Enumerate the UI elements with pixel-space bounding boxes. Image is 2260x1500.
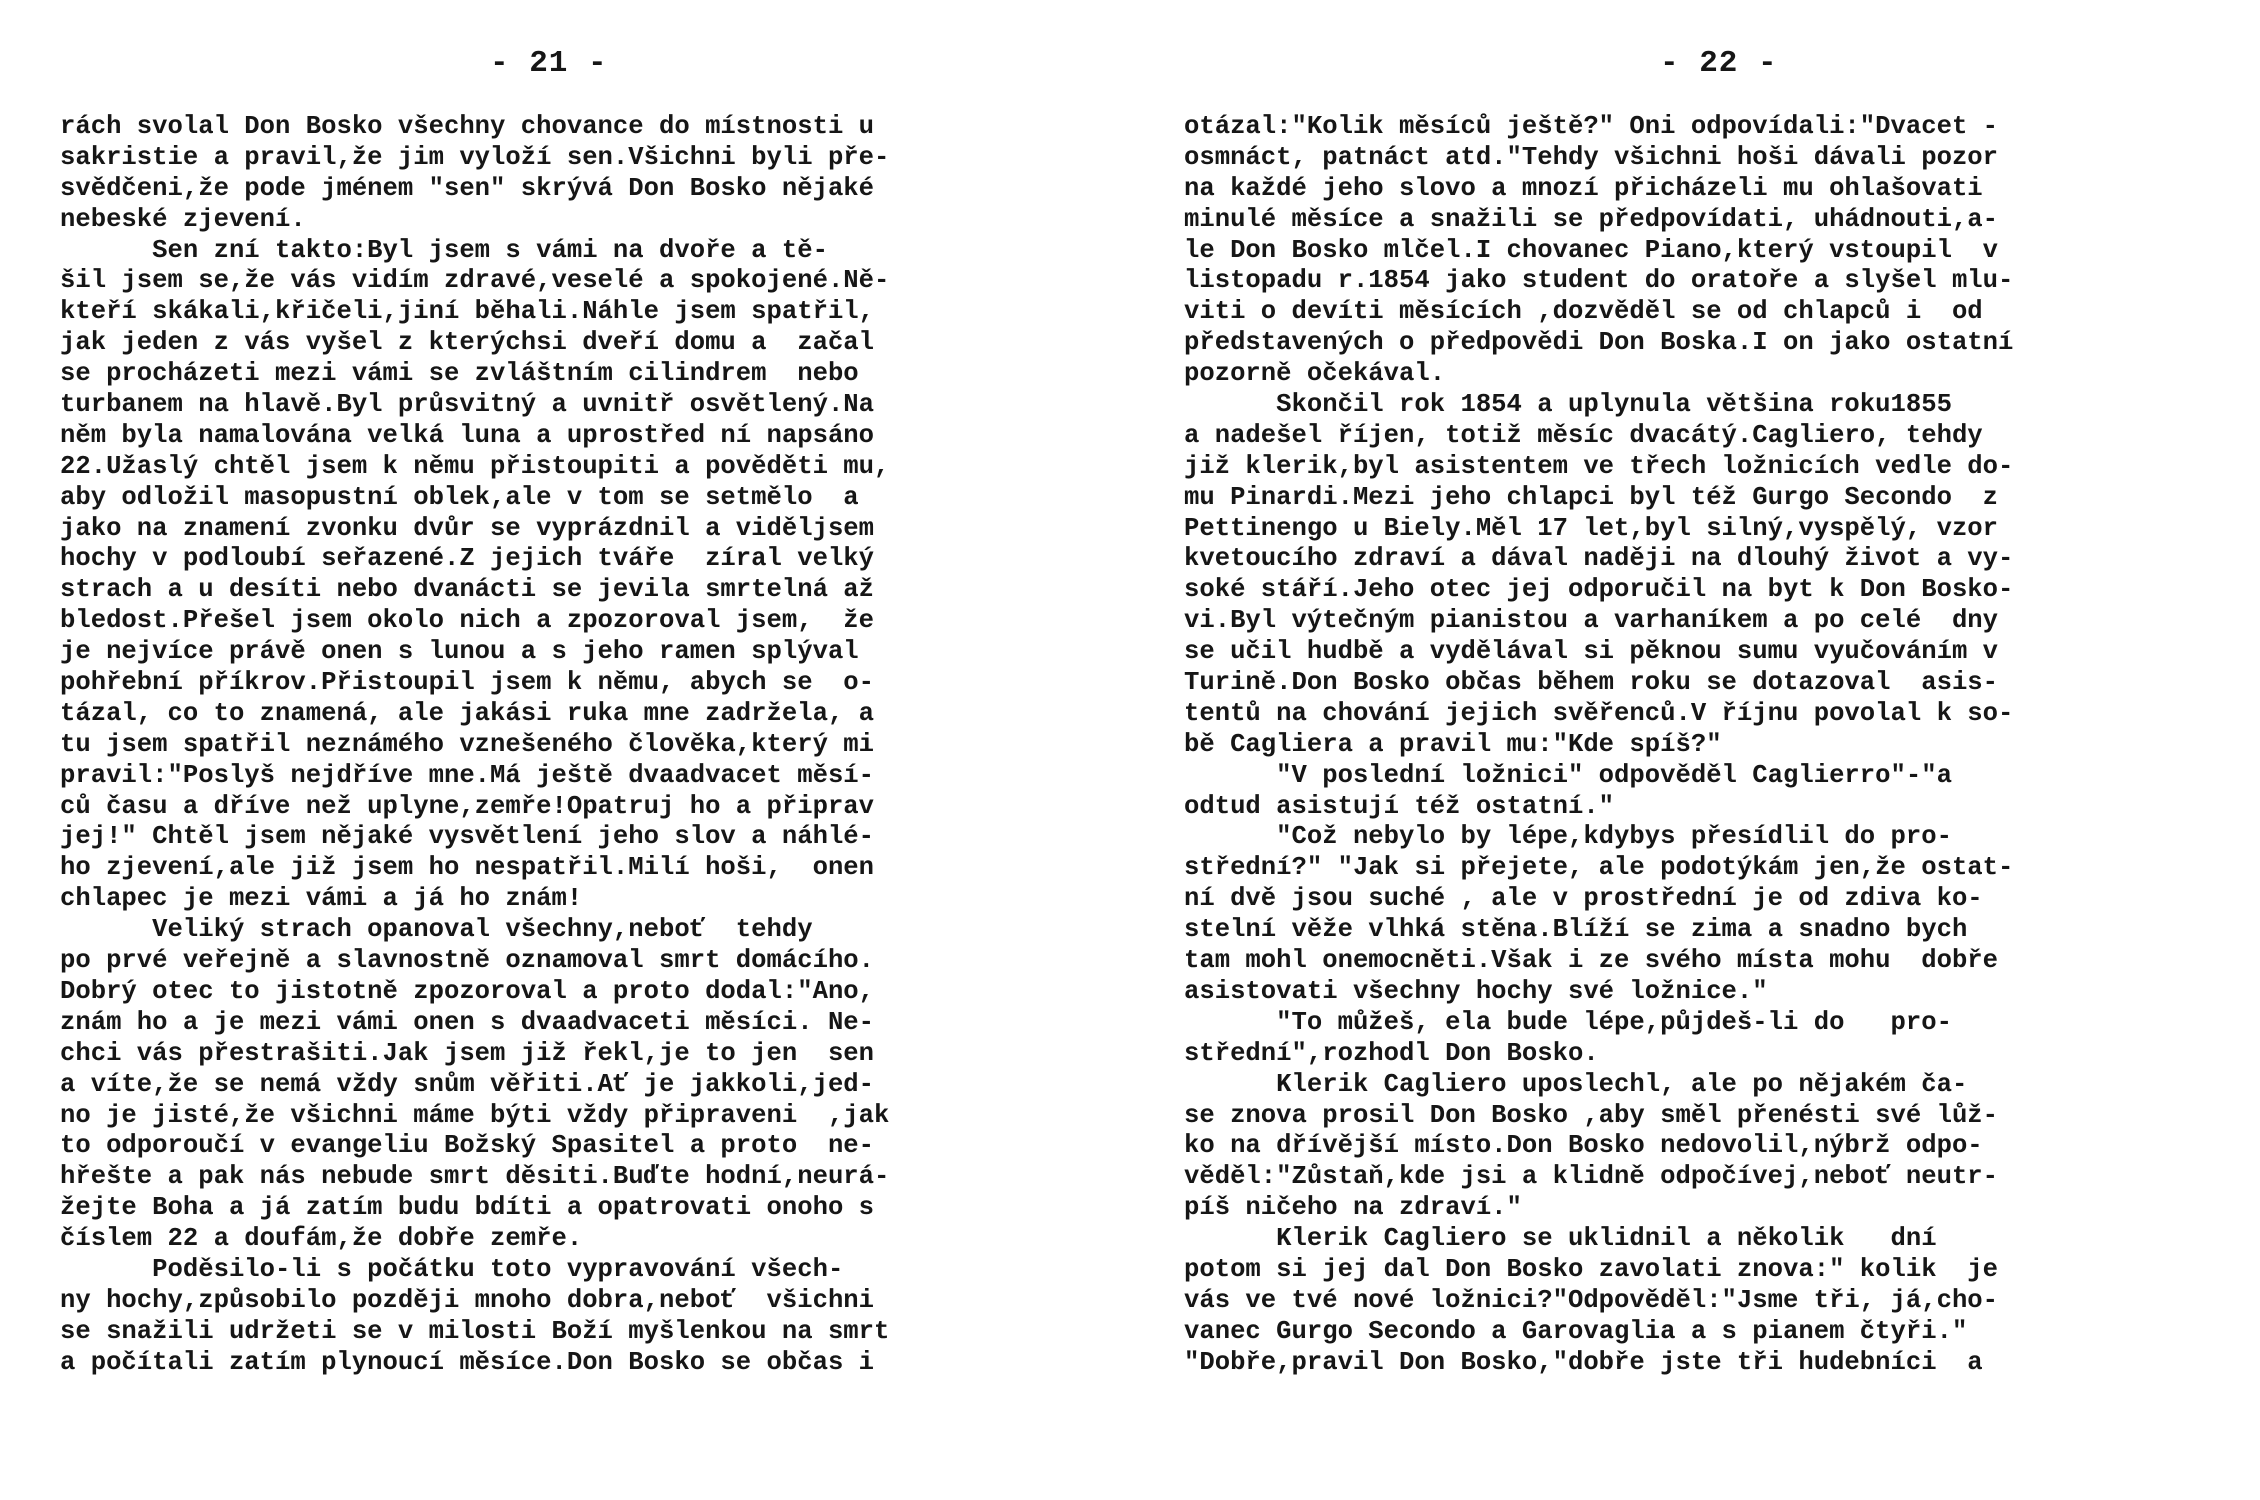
text-line: Veliký strach opanoval všechny,neboť tehdy [60, 915, 813, 945]
text-line: mu Pinardi.Mezi jeho chlapci byl též Gurgo Secondo z [1184, 482, 1999, 512]
text-line: píš ničeho na zdraví." [1184, 1193, 1522, 1223]
text-line: le Don Bosko mlčel.I chovanec Piano,který vstoupil v [1184, 235, 1999, 265]
text-line: chlapec je mezi vámi a já ho znám! [60, 884, 583, 914]
text-line: to odporoučí v evangeliu Božský Spasitel a proto ne- [60, 1131, 875, 1161]
text-line: listopadu r.1854 jako student do oratoře a slyšel mlu- [1184, 266, 2014, 296]
text-line: aby odložil masopustní oblek,ale v tom se setmělo a [60, 482, 859, 512]
text-line: chci vás přestrašiti.Jak jsem již řekl,je to jen sen [60, 1038, 875, 1068]
text-line: rách svolal Don Bosko všechny chovance do místnosti u [60, 112, 875, 141]
text-line: představených o předpovědi Don Boska.I on jako ostatní [1184, 328, 2014, 358]
text-line: "To můžeš, ela bude lépe,půjdeš-li do pro- [1184, 1007, 1952, 1037]
text-line: tam mohl onemocněti.Však i ze svého místa mohu dobře [1184, 946, 1999, 976]
text-line: tázal, co to znamená, ale jakási ruka mne zadržela, a [60, 698, 875, 728]
text-line: Sen zní takto:Byl jsem s vámi na dvoře a tě- [60, 235, 828, 265]
text-line: Poděsilo-li s počátku toto vypravování všech- [60, 1254, 844, 1284]
text-line: a počítali zatím plynoucí měsíce.Don Bosko se občas i [60, 1347, 875, 1377]
text-line: strach a u desíti nebo dvanácti se jevila smrtelná až [60, 575, 875, 605]
text-line: ců času a dříve než uplyne,zemře!Opatruj ho a připrav [60, 791, 875, 821]
text-line: Klerik Cagliero uposlechl, ale po nějakém ča- [1184, 1069, 1968, 1099]
text-line: vanec Gurgo Secondo a Garovaglia a s pianem čtyři." [1184, 1316, 1968, 1346]
text-line: žejte Boha a já zatím budu bdíti a opatrovati onoho s [60, 1193, 875, 1223]
text-line: se procházeti mezi vámi se zvláštním cilindrem nebo [60, 359, 859, 389]
text-line: kvetoucího zdraví a dával naději na dlouhý život a vy- [1184, 544, 2014, 574]
text-line: viti o devíti měsících ,dozvěděl se od chlapců i od [1184, 297, 1983, 327]
text-line: ny hochy,způsobilo později mnoho dobra,neboť všichni [60, 1285, 875, 1315]
text-line: se učil hudbě a vydělával si pěknou sumu vyučováním v [1184, 637, 1999, 667]
text-line: turbanem na hlavě.Byl průsvitný a uvnitř osvětlený.Na [60, 390, 875, 420]
text-line: tentů na chování jejich svěřenců.V říjnu povolal k so- [1184, 698, 2014, 728]
text-line: se snažili udržeti se v milosti Boží myšlenkou na smrt [60, 1316, 890, 1346]
text-line: Dobrý otec to jistotně zpozoroval a proto dodal:"Ano, [60, 976, 875, 1006]
text-line: číslem 22 a doufám,že dobře zemře. [60, 1224, 583, 1254]
text-line: pravil:"Poslyš nejdříve mne.Má ještě dvaadvacet měsí- [60, 760, 875, 790]
text-line: střední",rozhodl Don Bosko. [1184, 1038, 1599, 1068]
text-line: věděl:"Zůstaň,kde jsi a klidně odpočívej,neboť neutr- [1184, 1162, 1999, 1192]
text-line: a víte,že se nemá vždy snům věřiti.Ať je jakkoli,jed- [60, 1069, 875, 1099]
text-line: tu jsem spatřil neznámého vznešeného člověka,který mi [60, 729, 875, 759]
text-line: stelní věže vlhká stěna.Blíží se zima a snadno bych [1184, 915, 1968, 945]
text-line: ho zjevení,ale již jsem ho nespatřil.Milí hoši, onen [60, 853, 875, 883]
page-number-left: - 21 - [490, 46, 608, 81]
text-line: znám ho a je mezi vámi onen s dvaadvaceti měsíci. Ne- [60, 1007, 875, 1037]
text-line: je nejvíce právě onen s lunou a s jeho ramen splýval [60, 637, 859, 667]
text-line: sakristie a pravil,že jim vyloží sen.Všichni byli pře- [60, 142, 890, 172]
text-line: něm byla namalována velká luna a uprostřed ní napsáno [60, 420, 875, 450]
text-line: Skončil rok 1854 a uplynula většina roku1855 [1184, 390, 1952, 420]
text-line: pozorně očekával. [1184, 359, 1446, 389]
text-line: a nadešel říjen, totiž měsíc dvacátý.Cagliero, tehdy [1184, 420, 1983, 450]
text-line: ko na dřívější místo.Don Bosko nedovolil,nýbrž odpo- [1184, 1131, 1983, 1161]
text-line: "Dobře,pravil Don Bosko,"dobře jste tři hudebníci a [1184, 1347, 1983, 1377]
text-line: 22.Užaslý chtěl jsem k němu přistoupiti a pověděti mu, [60, 451, 890, 481]
text-line: pohřební příkrov.Přistoupil jsem k němu, abych se o- [60, 668, 875, 698]
text-line: ní dvě jsou suché , ale v prostřední je od zdiva ko- [1184, 884, 1983, 914]
text-line: jak jeden z vás vyšel z kterýchsi dveří domu a začal [60, 328, 875, 358]
text-line: bledost.Přešel jsem okolo nich a zpozoroval jsem, že [60, 606, 875, 636]
text-line: jako na znamení zvonku dvůr se vyprázdnil a viděljsem [60, 513, 875, 543]
text-line: no je jisté,že všichni máme býti vždy připraveni ,jak [60, 1100, 890, 1130]
text-line: nebeské zjevení. [60, 204, 306, 234]
page-text-right [1184, 112, 2224, 1379]
text-line: jej!" Chtěl jsem nějaké vysvětlení jeho slov a náhlé- [60, 822, 875, 852]
page-number-right: - 22 - [1660, 46, 1778, 81]
page-right [1130, 0, 2260, 1500]
text-line: na každé jeho slovo a mnozí přicházeli mu ohlašovati [1184, 173, 1983, 203]
text-line: Klerik Cagliero se uklidnil a několik dní [1184, 1224, 1937, 1254]
text-line: střední?" "Jak si přejete, ale podotýkám jen,že ostat- [1184, 853, 2014, 883]
text-line: hochy v podloubí seřazené.Z jejich tváře zíral velký [60, 544, 875, 574]
text-line: po prvé veřejně a slavnostně oznamoval smrt domácího. [60, 946, 875, 976]
text-line: svědčeni,že pode jménem "sen" skrývá Don Bosko nějaké [60, 173, 875, 203]
text-line: "Což nebylo by lépe,kdybys přesídlil do pro- [1184, 822, 1952, 852]
text-line: soké stáří.Jeho otec jej odporučil na byt k Don Bosko- [1184, 575, 2014, 605]
text-line: kteří skákali,křičeli,jiní běhali.Náhle jsem spatřil, [60, 297, 875, 327]
text-line: odtud asistují též ostatní." [1184, 791, 1615, 821]
text-line: bě Cagliera a pravil mu:"Kde spíš?" [1184, 729, 1722, 759]
text-line: Pettinengo u Biely.Měl 17 let,byl silný,vyspělý, vzor [1184, 513, 1999, 543]
text-line: "V poslední ložnici" odpověděl Caglierro"-"a [1184, 760, 1952, 790]
text-line: hřešte a pak nás nebude smrt děsiti.Buďte hodní,neurá- [60, 1162, 890, 1192]
text-line: již klerik,byl asistentem ve třech ložnicích vedle do- [1184, 451, 2014, 481]
text-line: vi.Byl výtečným pianistou a varhaníkem a po celé dny [1184, 606, 1999, 636]
text-line: potom si jej dal Don Bosko zavolati znova:" kolik je [1184, 1254, 1999, 1284]
text-line: asistovati všechny hochy své ložnice." [1184, 976, 1768, 1006]
text-line: Turině.Don Bosko občas během roku se dotazoval asis- [1184, 668, 1999, 698]
text-line: šil jsem se,že vás vidím zdravé,veselé a spokojené.Ně- [60, 266, 890, 296]
text-line: minulé měsíce a snažili se předpovídati, uhádnouti,a- [1184, 204, 1999, 234]
text-line: osmnáct, patnáct atd."Tehdy všichni hoši dávali pozor [1184, 142, 1999, 172]
text-line: vás ve tvé nové ložnici?"Odpověděl:"Jsme tři, já,cho- [1184, 1285, 1999, 1315]
text-line: se znova prosil Don Bosko ,aby směl přenésti své lůž- [1184, 1100, 1999, 1130]
text-line: otázal:"Kolik měsíců ještě?" Oni odpovídali:"Dvacet - [1184, 112, 1999, 141]
page-text-left [60, 112, 1090, 1379]
